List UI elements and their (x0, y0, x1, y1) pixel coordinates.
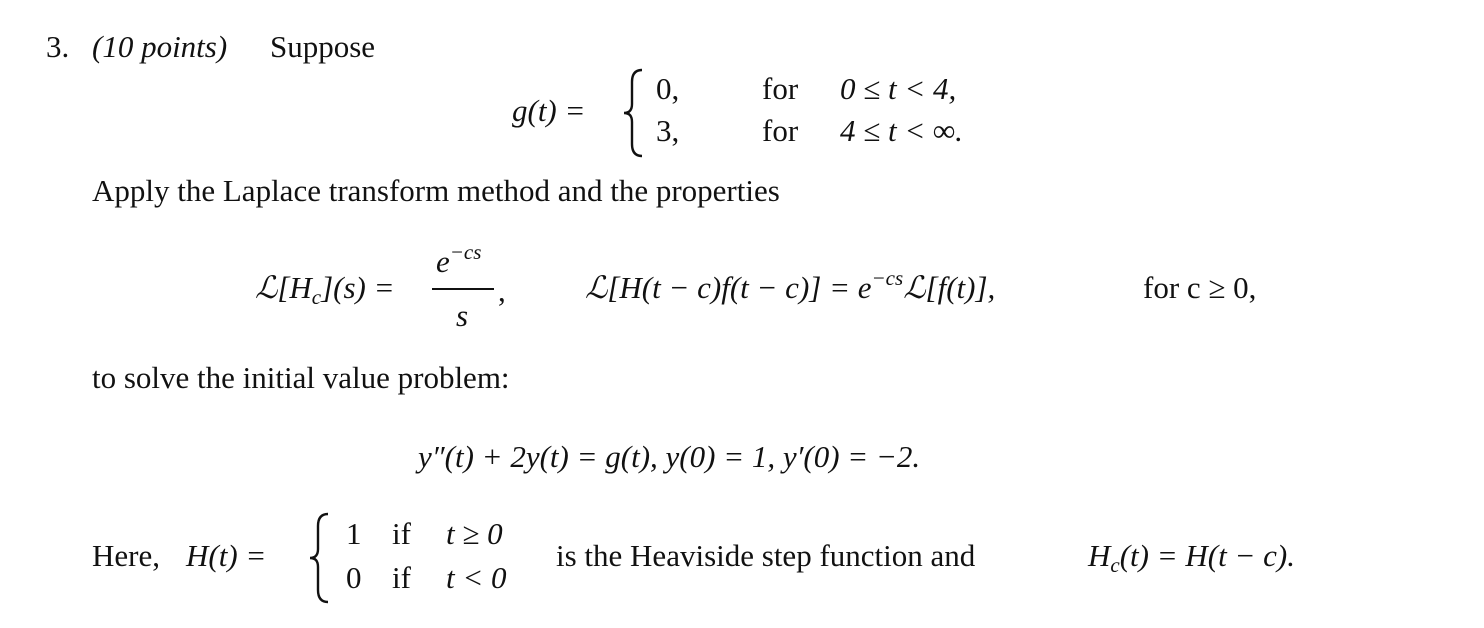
solve-text: to solve the initial value problem: (92, 360, 510, 395)
g-row2-value: 3, (656, 113, 680, 148)
frac-num-sup: −cs (449, 240, 482, 264)
frac-num-e: e (436, 244, 450, 279)
apply-text: Apply the Laplace transform method and the properties (92, 173, 780, 208)
suppose-text: Suppose (270, 29, 376, 64)
hc-h: H (1088, 538, 1111, 573)
g-row1-value: 0, (656, 71, 680, 106)
hc-definition (1088, 538, 1295, 577)
problem-number: 3. (46, 29, 70, 64)
prop-left-lhs: ℒ[H (255, 270, 312, 305)
prop-right (585, 266, 996, 305)
prop-right-main: ℒ[H(t − c)f(t − c)] = e (585, 270, 872, 305)
left-brace-icon (306, 512, 332, 604)
prop-left-rest: ](s) = (321, 270, 395, 305)
h-row2-cond: t < 0 (446, 560, 507, 595)
h-row1-cond: t ≥ 0 (446, 516, 503, 551)
h-row2-value: 0 (346, 560, 362, 595)
prop-left-sub: c (311, 285, 322, 309)
prop-right-sup: −cs (871, 266, 904, 290)
g-row1-cond: 0 ≤ t < 4, (840, 71, 957, 106)
g-row2-cond: 4 ≤ t < ∞. (840, 113, 963, 148)
hc-sub: c (1110, 553, 1120, 577)
prop-right-end: ℒ[f(t)], (903, 270, 996, 305)
h-row1-if: if (392, 516, 411, 551)
fraction-line (432, 288, 494, 290)
left-brace-icon (620, 68, 646, 158)
g-row2-for: for (762, 113, 799, 148)
here-text: Here, (92, 538, 160, 573)
frac-numerator (436, 240, 482, 279)
problem-points: (10 points) (92, 29, 228, 64)
prop-left (255, 270, 395, 309)
frac-denominator: s (456, 298, 469, 333)
heaviside-desc: is the Heaviside step function and (556, 538, 976, 573)
g-row1-for: for (762, 71, 799, 106)
ivp-equation: y″(t) + 2y(t) = g(t), y(0) = 1, y′(0) = −2. (418, 439, 921, 474)
heaviside-lhs: H(t) = (186, 538, 267, 573)
g-lhs: g(t) = (512, 93, 586, 128)
h-row1-value: 1 (346, 516, 362, 551)
hc-rest: (t) = H(t − c). (1119, 538, 1295, 573)
h-row2-if: if (392, 560, 411, 595)
prop-comma: , (498, 273, 506, 308)
prop-condition: for c ≥ 0, (1143, 270, 1257, 305)
